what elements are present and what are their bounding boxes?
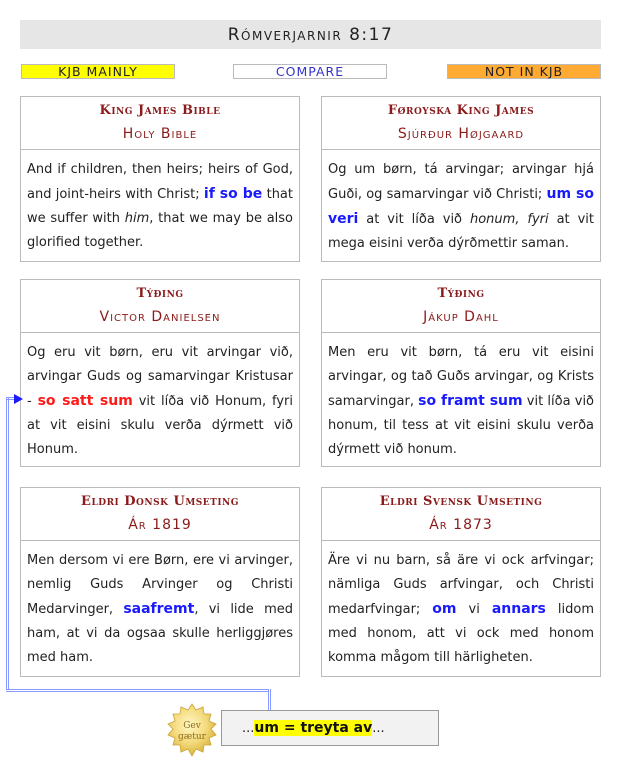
card-king-james-bible: [20, 96, 300, 262]
card-subtitle: Sjúrður Højgaard: [397, 125, 525, 142]
verse-part: Men dersom vi ere Børn, ere vi arvinger, nemlig Guds Arvinger og Christi Medarvinger,: [27, 553, 293, 617]
note-box: [221, 710, 439, 746]
italic-word: him: [124, 211, 150, 226]
verse-part: Og um børn, tá arvingar; arvingar hjá Guði, og samarvingar við Christi;: [328, 162, 594, 202]
keyword-highlight: um so veri: [328, 186, 594, 227]
verse-text: [322, 150, 600, 264]
verse-part: vit líða við Honum, fyri at vit eisini skulu verða dýrmett við Honum.: [27, 394, 294, 457]
keyword-highlight: if so be: [203, 186, 263, 202]
card-title: Týðing: [437, 285, 485, 301]
verse-part: Äre vi nu barn, så äre vi ock arfvingar; nämliga Guds arfvingar, och Christi medarfvingar;: [328, 553, 594, 617]
legend-not-in-kjb: NOT IN KJB: [447, 64, 601, 79]
note-highlight: um = treyta av: [254, 720, 373, 736]
connector-line: [6, 397, 9, 689]
verse-part: at vit líða við: [358, 212, 470, 227]
legend-kjb-mainly: KJB MAINLY: [21, 64, 175, 79]
verse-part: that we suffer with: [27, 187, 293, 226]
keyword-highlight: so framt sum: [418, 393, 523, 409]
card-header: [21, 97, 299, 150]
card-title: Føroyska King James: [387, 102, 535, 118]
card-subtitle: Ár 1873: [429, 516, 493, 533]
card-title: King James Bible: [99, 102, 221, 118]
verse-part: And if children, then heirs; heirs of God, and joint-heirs with Christ;: [27, 162, 293, 202]
keyword-highlight: om: [432, 601, 457, 617]
card-eldri-donsk: [20, 487, 300, 677]
card-subtitle: Jákup Dahl: [423, 308, 499, 325]
card-victor-danielsen: [20, 279, 300, 467]
connector-arrowhead: [14, 393, 24, 405]
keyword-highlight: annars: [491, 601, 546, 617]
card-title: Eldri Svensk Umseting: [379, 493, 543, 509]
card-header: [21, 280, 299, 333]
badge-text-line1: Gev: [183, 721, 201, 731]
verse-part: Men eru vit børn, tá eru vit eisini arvingar, og tað Guðs arvingar, og Krists samarvingar,: [328, 345, 594, 409]
verse-part: Og eru vit børn, eru vit arvingar við, arvingar Guds og samarvingar Kristusar -: [27, 345, 293, 409]
card-eldri-svensk: [321, 487, 601, 677]
card-header: [322, 488, 600, 541]
card-jakup-dahl: [321, 279, 601, 467]
verse-text: [322, 333, 600, 470]
note-suffix: ...: [372, 720, 385, 736]
card-foroyska-king-james: [321, 96, 601, 262]
verse-part: vit líða við honum, til tess at vit eisini skulu verða dýrmett við honum.: [328, 394, 595, 457]
verse-text: [21, 150, 299, 263]
verse-part: , that we may be also glorified together.: [27, 211, 294, 250]
card-subtitle: Holy Bible: [122, 125, 198, 142]
keyword-highlight: so satt sum: [37, 393, 133, 409]
card-header: [322, 97, 600, 150]
badge-text-line2: gætur: [178, 732, 206, 742]
verse-text: [322, 541, 600, 678]
card-subtitle: Victor Danielsen: [99, 308, 221, 325]
connector-line: [6, 689, 268, 692]
verse-part: vi: [456, 602, 492, 617]
card-title: Eldri Donsk Umseting: [81, 493, 239, 509]
verse-part: , vi lide med ham, at vi da ogsaa skulle herliggjøres med ham.: [27, 602, 293, 665]
card-header: [21, 488, 299, 541]
page-title: Rómverjarnir 8:17: [20, 20, 601, 49]
legend-compare: COMPARE: [233, 64, 387, 79]
verse-text: [21, 541, 299, 678]
card-header: [322, 280, 600, 333]
note-prefix: ...: [242, 720, 255, 736]
verse-part: at vit mega eisini verða dýrðmettir saman.: [328, 212, 595, 251]
verse-text: [21, 333, 299, 470]
italic-word: honum, fyri: [469, 212, 549, 227]
gev-gaetur-seal-icon: [162, 702, 222, 762]
card-subtitle: Ár 1819: [128, 516, 192, 533]
verse-part: lidom med honom, att vi ock med honom komma mågom till härligheten.: [328, 602, 594, 665]
keyword-highlight: saafremt: [123, 601, 195, 617]
card-title: Týðing: [136, 285, 184, 301]
